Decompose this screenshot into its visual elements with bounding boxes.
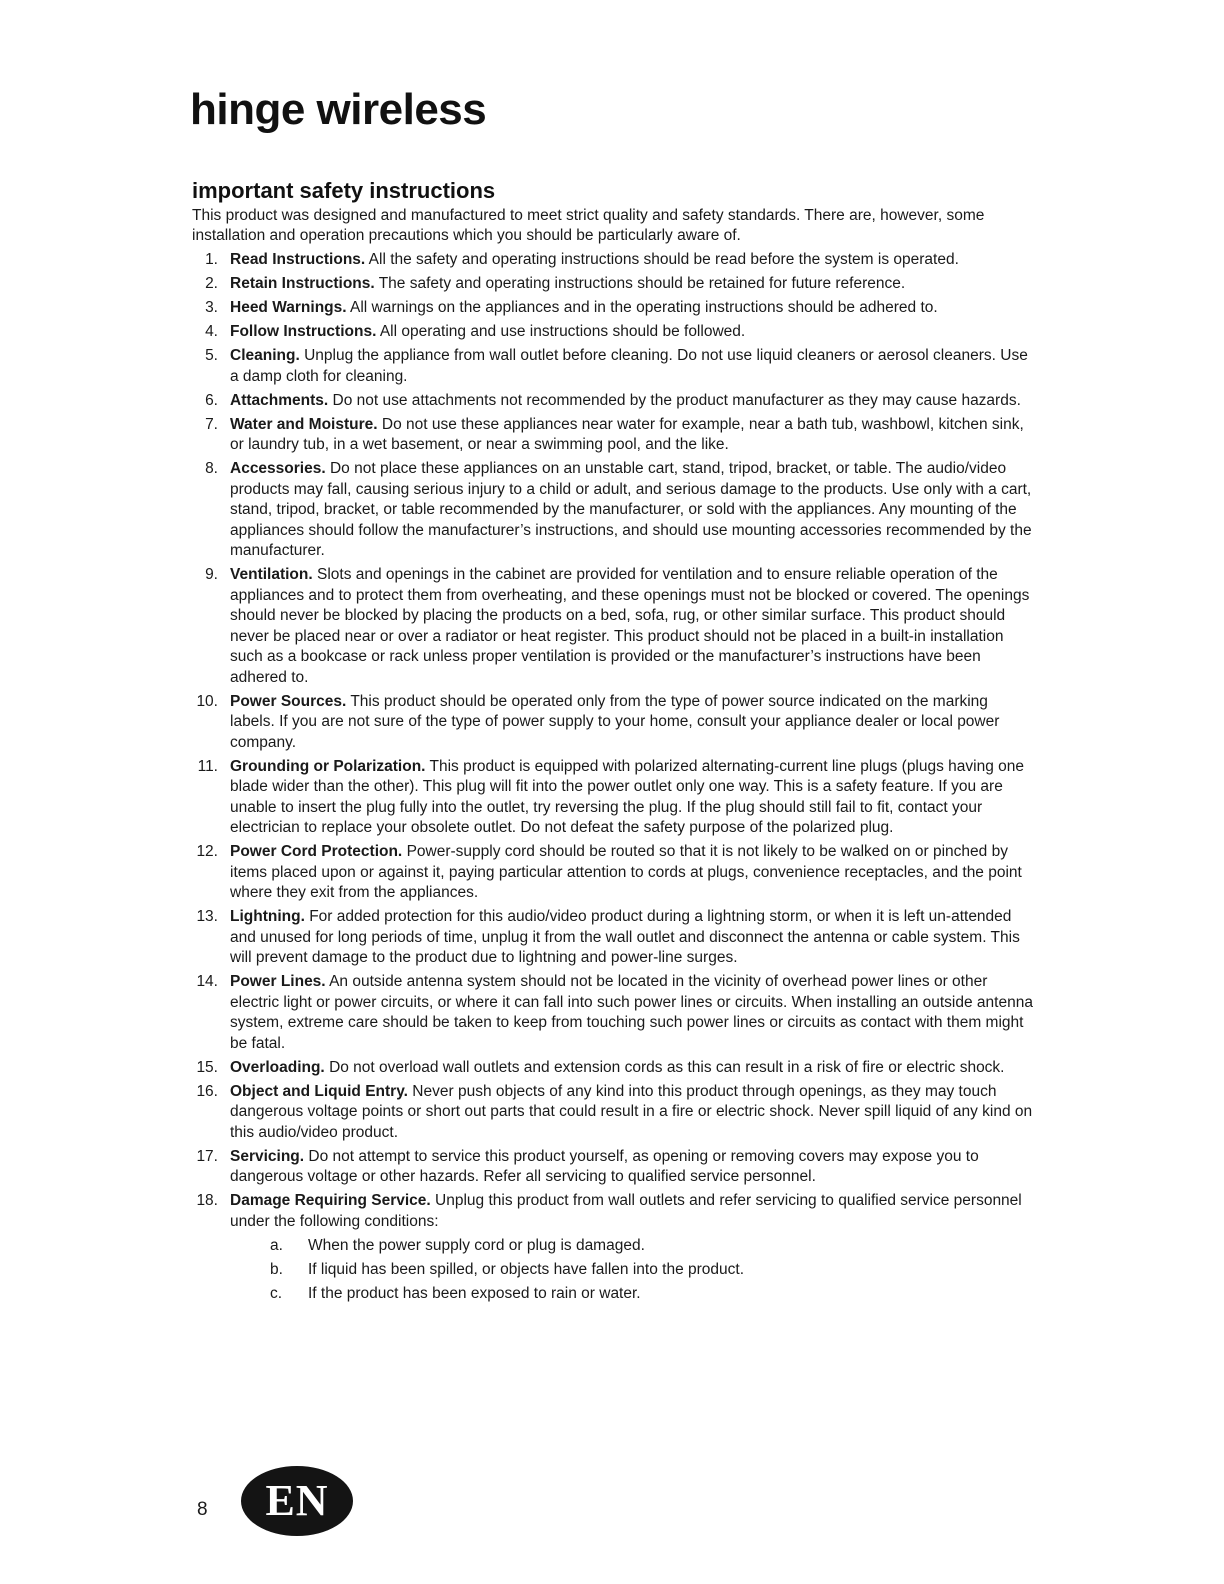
language-badge <box>241 1466 353 1536</box>
item-title: Cleaning. <box>230 347 300 364</box>
instruction-item <box>192 1147 1034 1188</box>
instruction-item <box>192 250 1034 271</box>
item-title: Water and Moisture. <box>230 415 378 433</box>
item-title: Lightning. <box>230 908 305 925</box>
item-number: 14. <box>196 973 218 990</box>
item-number: 7. <box>205 415 218 433</box>
item-number: 3. <box>205 299 218 316</box>
item-text: All the safety and operating instructions should be read before the system is operated. <box>368 251 959 268</box>
item-number: 15. <box>196 1058 218 1076</box>
item-text: Never push objects of any kind into this product through openings, as they may touch dangerous voltage points or short out parts that could result in a fire or electric shock. Never spill liquid of any kind on this audio/video product. <box>230 1082 1033 1141</box>
item-text: The safety and operating instructions should be retained for future reference. <box>378 275 906 292</box>
instruction-item <box>192 391 1034 412</box>
item-number: 2. <box>205 275 218 292</box>
condition-list <box>230 1236 1034 1305</box>
page-title: hinge wireless <box>190 85 487 134</box>
condition-item <box>230 1284 1034 1305</box>
item-number: 12. <box>196 843 218 860</box>
item-title: Object and Liquid Entry. <box>230 1082 408 1100</box>
instruction-item <box>192 1082 1034 1144</box>
item-title: Accessories. <box>230 460 326 477</box>
item-text: This product should be operated only from the type of power source indicated on the marking labels. If you are not sure of the type of power supply to your home, consult your appliance dealer or local power company. <box>230 692 1000 751</box>
item-text: This product is equipped with polarized alternating-current line plugs (plugs having one blade wider than the other). This plug will fit into the power outlet only one way. This is a safety feature. If you are unable to insert the plug fully into the outlet, try reversing the plug. If the plug should still fail to fit, contact your electrician to replace your obsolete outlet. Do not defeat the safety purpose of the polarized plug. <box>230 757 1025 836</box>
item-text: Do not attempt to service this product yourself, as opening or removing covers may expose you to dangerous voltage or other hazards. Refer all servicing to qualified service personnel. <box>230 1147 979 1185</box>
item-number: 13. <box>196 908 218 925</box>
instruction-item <box>192 459 1034 562</box>
instruction-list <box>192 250 1034 1304</box>
instruction-item <box>192 692 1034 754</box>
item-text: Slots and openings in the cabinet are provided for ventilation and to ensure reliable operation of the appliances and to protect them from overheating, and these openings must not be blocked or covered. The openings should never be blocked by placing the products on a bed, sofa, rug, or other similar surface. This product should never be placed near or over a radiator or heat register. This product should not be placed in a built-in installation such as a bookcase or rack unless proper ventilation is provided or the manufacturer’s instructions have been adhered to. <box>230 566 1030 686</box>
condition-text: When the power supply cord or plug is damaged. <box>308 1236 645 1254</box>
item-number: 11. <box>197 757 218 775</box>
condition-item <box>230 1236 1034 1257</box>
item-text: Do not use attachments not recommended by the product manufacturer as they may cause hazards. <box>332 391 1021 409</box>
instruction-item <box>192 972 1034 1054</box>
section-heading: important safety instructions <box>192 178 496 203</box>
item-number: 17. <box>196 1147 218 1165</box>
safety-section <box>192 178 1034 1304</box>
condition-item <box>230 1260 1034 1281</box>
item-number: 16. <box>196 1082 218 1100</box>
condition-letter: a. <box>270 1236 283 1254</box>
item-text: Power-supply cord should be routed so that it is not likely to be walked on or pinched by items placed upon or against it, paying particular attention to cords at plugs, convenience receptacles, and the point where they exit from the appliances. <box>230 843 1022 901</box>
item-number: 4. <box>205 323 218 340</box>
instruction-item <box>192 415 1034 456</box>
item-text: Unplug the appliance from wall outlet before cleaning. Do not use liquid cleaners or aerosol cleaners. Use a damp cloth for cleaning. <box>230 347 1028 385</box>
language-badge-text: EN <box>265 1476 329 1525</box>
item-title: Heed Warnings. <box>230 299 347 316</box>
item-number: 10. <box>196 692 218 710</box>
item-title: Overloading. <box>230 1058 325 1076</box>
instruction-item <box>192 322 1034 343</box>
item-title: Power Lines. <box>230 973 326 990</box>
instruction-item <box>192 298 1034 319</box>
item-title: Attachments. <box>230 391 329 409</box>
item-number: 6. <box>205 391 218 409</box>
instruction-item <box>192 346 1034 387</box>
item-number: 18. <box>196 1192 218 1209</box>
page-number: 8 <box>197 1499 208 1520</box>
item-text: All operating and use instructions should be followed. <box>379 323 746 340</box>
item-text: Do not use these appliances near water for example, near a bath tub, washbowl, kitchen sink, or laundry tub, in a wet basement, or near a swimming pool, and the like. <box>230 415 1024 453</box>
condition-text: If the product has been exposed to rain or water. <box>308 1284 641 1302</box>
item-title: Follow Instructions. <box>230 323 377 340</box>
item-number: 9. <box>205 566 218 583</box>
item-number: 8. <box>205 460 218 477</box>
instruction-item <box>192 1058 1034 1079</box>
instruction-item <box>192 907 1034 969</box>
item-title: Power Cord Protection. <box>230 843 403 860</box>
item-text: For added protection for this audio/video product during a lightning storm, or when it is left un-attended and unused for long periods of time, unplug it from the wall outlet and disconnect the antenna or cable system. This will prevent damage to the product due to lightning and power-line surges. <box>230 908 1020 966</box>
item-number: 5. <box>205 347 218 364</box>
item-text: Do not overload wall outlets and extension cords as this can result in a risk of fire or electric shock. <box>329 1058 1005 1076</box>
item-title: Power Sources. <box>230 692 347 710</box>
condition-letter: b. <box>270 1260 283 1278</box>
item-text: All warnings on the appliances and in the operating instructions should be adhered to. <box>350 299 938 316</box>
item-title: Retain Instructions. <box>230 275 375 292</box>
intro-paragraph: This product was designed and manufactured to meet strict quality and safety standards. There are, however, some installation and operation precautions which you should be particularly aware of. <box>192 207 985 244</box>
item-text: An outside antenna system should not be located in the vicinity of overhead power lines or other electric light or power circuits, or where it can fall into such power lines or circuits. When installing an outside antenna system, extreme care should be taken to keep from touching such power lines or circuits as contact with them might be fatal. <box>230 973 1033 1052</box>
instruction-item <box>192 565 1034 688</box>
instruction-item <box>192 757 1034 839</box>
condition-letter: c. <box>270 1284 283 1302</box>
item-title: Ventilation. <box>230 566 313 583</box>
item-title: Read Instructions. <box>230 251 366 268</box>
item-title: Damage Requiring Service. <box>230 1192 431 1209</box>
instruction-item <box>192 274 1034 295</box>
item-title: Grounding or Polarization. <box>230 757 426 775</box>
item-title: Servicing. <box>230 1147 305 1165</box>
condition-text: If liquid has been spilled, or objects have fallen into the product. <box>308 1260 744 1278</box>
item-number: 1. <box>205 251 218 268</box>
item-text: Unplug this product from wall outlets and refer servicing to qualified service personnel under the following conditions: <box>230 1192 1022 1230</box>
instruction-item <box>192 1191 1034 1304</box>
instruction-item <box>192 842 1034 904</box>
item-text: Do not place these appliances on an unstable cart, stand, tripod, bracket, or table. The audio/video products may fall, causing serious injury to a child or adult, and serious damage to the products. Use only with a cart, stand, tripod, bracket, or table recommended by the manufacturer, or sold with the appliances. Any mounting of the appliances should follow the manufacturer’s instructions, and should use mounting accessories recommended by the manufacturer. <box>230 460 1032 559</box>
